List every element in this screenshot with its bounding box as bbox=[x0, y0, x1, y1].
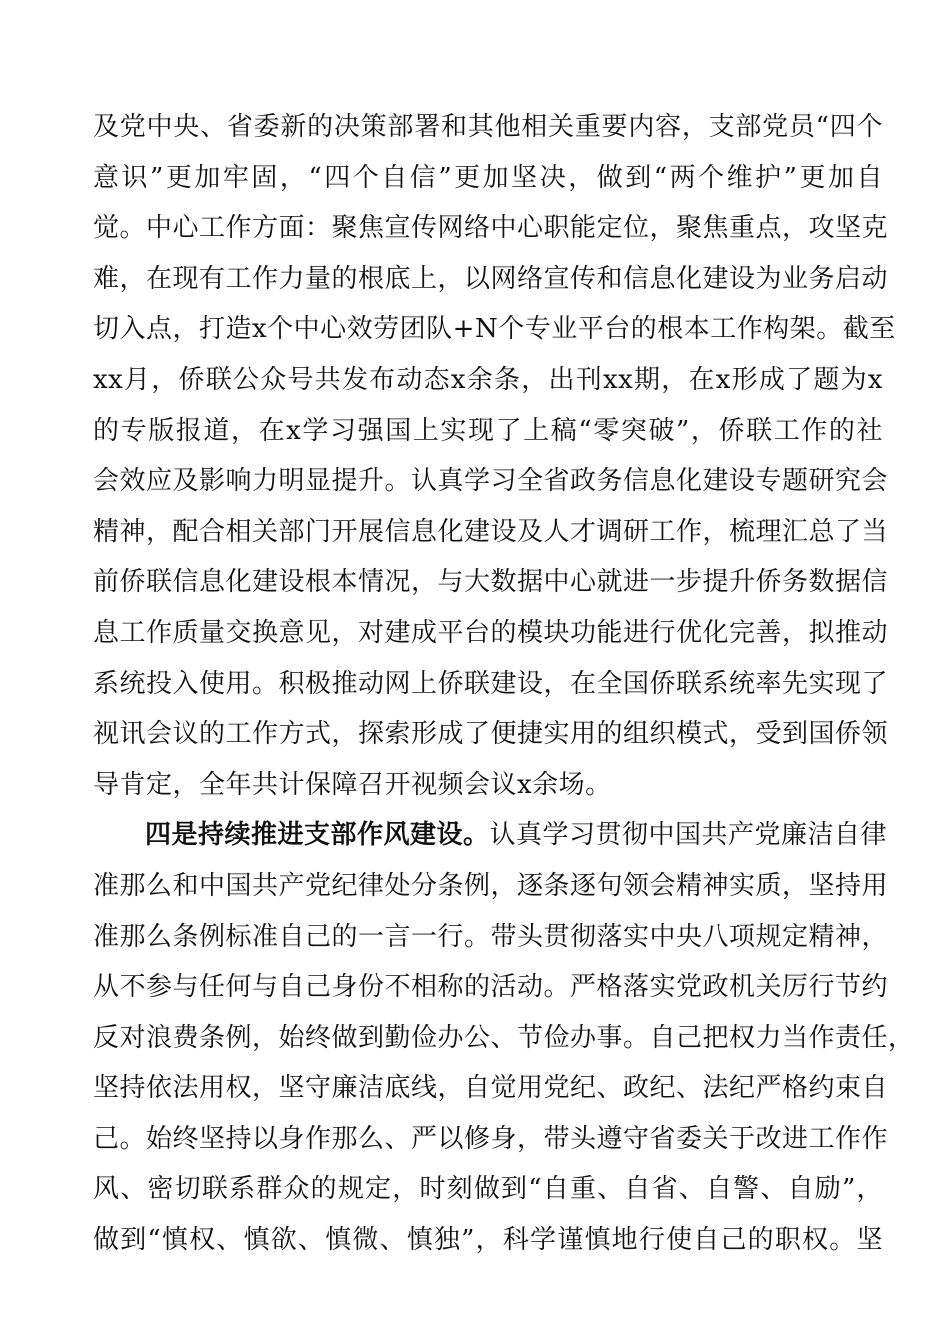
document-body bbox=[93, 102, 915, 1266]
paragraph1-line-1: 及党中央、省委新的决策部署和其他相关重要内容，支部党员“四个 bbox=[93, 112, 883, 142]
paragraph2-line-4: 从不参与任何与自己身份不相称的活动。严格落实党政机关厉行节约 bbox=[93, 972, 889, 1003]
paragraph2-line-7: 己。始终坚持以身作那么、严以修身，带头遵守省委关于改进工作作 bbox=[93, 1123, 889, 1154]
paragraph1-line-9: 精神，配合相关部门开展信息化建设及人才调研工作，梳理汇总了当 bbox=[93, 516, 889, 547]
paragraph1-line-11: 息工作质量交换意见，对建成平台的模块功能进行优化完善，拟推动 bbox=[93, 617, 889, 648]
paragraph1-line-8: 会效应及影响力明显提升。认真学习全省政务信息化建设专题研究会 bbox=[93, 466, 889, 497]
paragraph2-line-3: 准那么条例标准自己的一言一行。带头贯彻落实中央八项规定精神， bbox=[93, 921, 889, 952]
paragraph2-heading: 四是持续推进支部作风建设。 bbox=[145, 820, 490, 851]
paragraph2-line-1 bbox=[93, 810, 888, 861]
paragraph1-line-2: 意识”更加牢固，“四个自信”更加坚决，做到“两个维护”更加自 bbox=[93, 162, 883, 193]
paragraph1-line-14: 导肯定，全年共计保障召开视频会议x余场。 bbox=[93, 769, 612, 800]
paragraph2-line-8: 风、密切联系群众的规定，时刻做到“自重、自省、自警、自励”， bbox=[93, 1174, 883, 1205]
paragraph2-first-line-text: 认真学习贯彻中国共产党廉洁自律 bbox=[489, 820, 888, 851]
paragraph1-line-7: 的专版报道，在x学习强国上实现了上稿“零突破”，侨联工作的社 bbox=[93, 415, 883, 446]
paragraph1-line-4: 难，在现有工作力量的根底上，以网络宣传和信息化建设为业务启动 bbox=[93, 263, 889, 294]
paragraph1-line-5: 切入点，打造x个中心效劳团队+N个专业平台的根本工作构架。截至 bbox=[93, 314, 896, 345]
paragraph1-line-13: 视讯会议的工作方式，探索形成了便捷实用的组织模式，受到国侨领 bbox=[93, 719, 889, 750]
paragraph1-line-6: xx月，侨联公众号共发布动态x余条，出刊xx期，在x形成了题为x bbox=[93, 364, 883, 395]
paragraph2-line-6: 坚持依法用权，坚守廉洁底线，自觉用党纪、政纪、法纪严格约束自 bbox=[93, 1073, 889, 1104]
paragraph1-line-12: 系统投入使用。积极推动网上侨联建设，在全国侨联系统率先实现了 bbox=[93, 668, 889, 699]
paragraph2-line-9: 做到“慎权、慎欲、慎微、慎独”，科学谨慎地行使自己的职权。坚 bbox=[93, 1225, 883, 1256]
paragraph1-line-3: 觉。中心工作方面：聚焦宣传网络中心职能定位，聚焦重点，攻坚克 bbox=[93, 213, 889, 244]
paragraph1-line-10: 前侨联信息化建设根本情况，与大数据中心就进一步提升侨务数据信 bbox=[93, 567, 889, 598]
paragraph2-line-2: 准那么和中国共产党纪律处分条例，逐条逐句领会精神实质，坚持用 bbox=[93, 870, 889, 901]
paragraph2-line-5: 反对浪费条例，始终做到勤俭办公、节俭办事。自己把权力当作责任， bbox=[93, 1022, 915, 1053]
